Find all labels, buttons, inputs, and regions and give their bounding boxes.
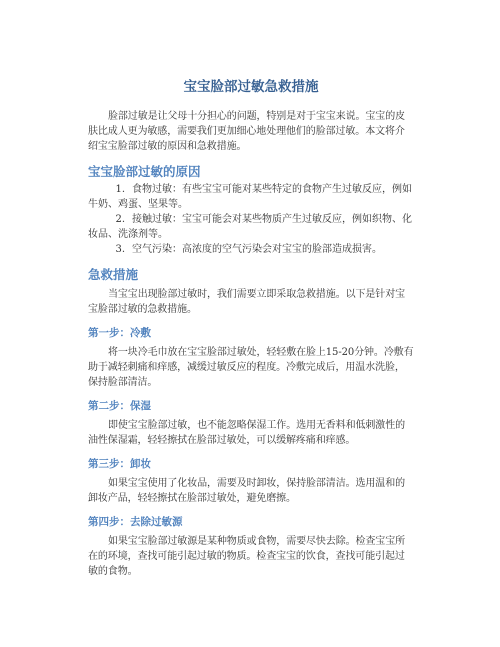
list-number: 3.	[115, 244, 125, 255]
page-title: 宝宝脸部过敏急救措施	[183, 79, 319, 95]
list-item-text: 空气污染：高浓度的空气污染会对宝宝的脸部造成损害。	[132, 244, 382, 255]
causes-heading: 宝宝脸部过敏的原因	[88, 164, 201, 179]
step-4-heading: 第四步：去除过敏源	[88, 516, 183, 528]
list-item	[88, 182, 414, 212]
list-item-text: 接触过敏：宝宝可能会对某些物质产生过敏反应，例如织物、化妆品、洗涤剂等。	[88, 214, 412, 240]
step-1-heading: 第一步：冷敷	[88, 327, 151, 339]
list-number: 1.	[115, 184, 125, 195]
intro-paragraph: 脸部过敏是让父母十分担心的问题，特别是对于宝宝来说。宝宝的皮肤比成人更为敏感，需要我们更加细心地处理他们的脸部过敏。本文将介绍宝宝脸部过敏的原因和急救措施。	[88, 111, 405, 152]
measures-intro: 当宝宝出现脸部过敏时，我们需要立即采取急救措施。以下是针对宝宝脸部过敏的急救措施。	[88, 289, 405, 315]
list-item	[88, 212, 414, 242]
list-number: 2.	[115, 214, 125, 225]
measures-heading: 急救措施	[88, 267, 139, 282]
step-1-text: 将一块冷毛巾放在宝宝脸部过敏处，轻轻敷在脸上15-20分钟。冷敷有助于减轻刺痛和痒感，减缓过敏反应的程度。冷敷完成后，用温水洗脸，保持脸部清洁。	[88, 347, 414, 388]
step-2-text: 即使宝宝脸部过敏，也不能忽略保湿工作。选用无香料和低刺激性的油性保湿霜，轻轻擦拭在脸部过敏处，可以缓解疼痛和痒感。	[88, 420, 405, 446]
list-item-text: 食物过敏：有些宝宝可能对某些特定的食物产生过敏反应，例如牛奶、鸡蛋、坚果等。	[88, 184, 412, 210]
step-3-text: 如果宝宝使用了化妆品，需要及时卸妆，保持脸部清洁。选用温和的卸妆产品，轻轻擦拭在脸部过敏处，避免磨擦。	[88, 478, 405, 504]
step-2-heading: 第二步：保湿	[88, 400, 151, 412]
step-4-text: 如果宝宝脸部过敏源是某种物质或食物，需要尽快去除。检查宝宝所在的环境，查找可能引起过敏的物质。检查宝宝的饮食，查找可能引起过敏的食物。	[88, 536, 405, 577]
causes-list	[88, 182, 414, 257]
list-item	[88, 242, 414, 257]
step-3-heading: 第三步：卸妆	[88, 458, 151, 470]
